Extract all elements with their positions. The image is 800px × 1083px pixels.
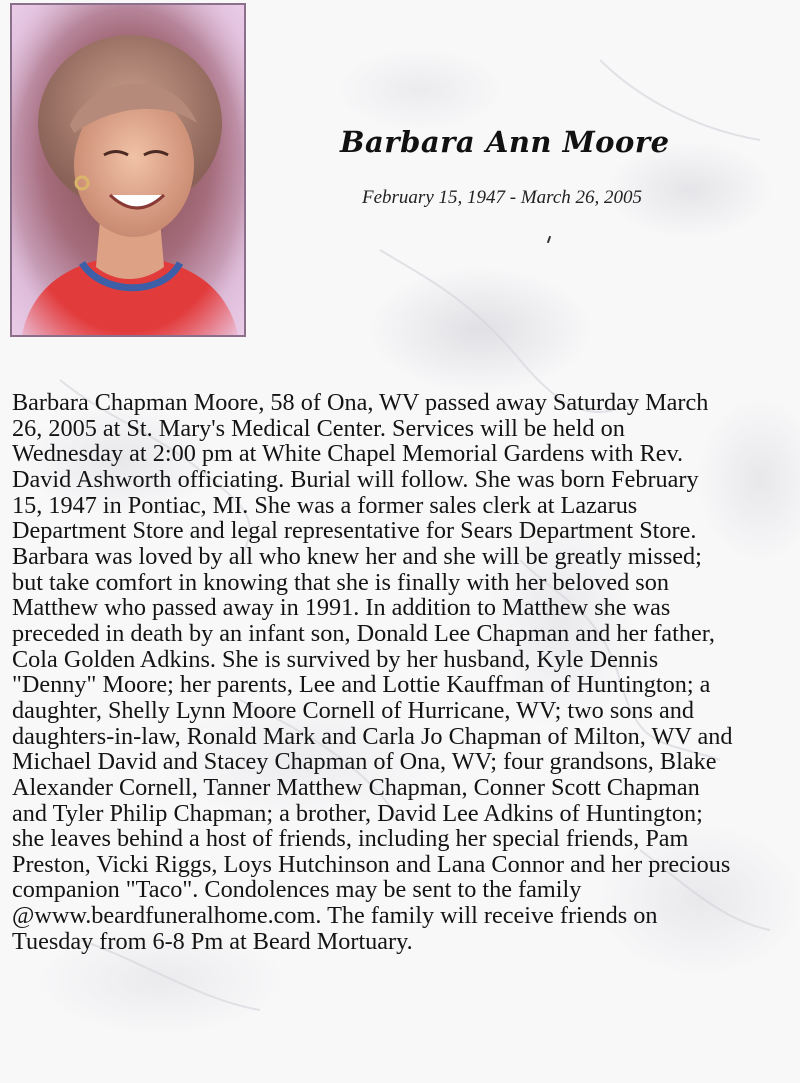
portrait-image [12, 5, 244, 335]
obituary-line: daughters-in-law, Ronald Mark and Carla Jo Chapman of Milton, WV and [12, 722, 733, 750]
obituary-line: companion "Taco". Condolences may be sent to the family [12, 876, 582, 904]
obituary-line: Matthew who passed away in 1991. In addition to Matthew she was [12, 594, 671, 622]
life-dates: February 15, 1947 - March 26, 2005 [362, 187, 643, 208]
obituary-line: Wednesday at 2:00 pm at White Chapel Memorial Gardens with Rev. [12, 440, 684, 468]
obituary-line: Alexander Cornell, Tanner Matthew Chapman, Conner Scott Chapman [12, 773, 700, 801]
obituary-line: she leaves behind a host of friends, including her special friends, Pam [12, 825, 689, 853]
obituary-line: Barbara Chapman Moore, 58 of Ona, WV passed away Saturday March [12, 389, 709, 416]
obituary-line: Department Store and legal representative for Sears Department Store. [12, 517, 697, 545]
obituary-line: Tuesday from 6-8 Pm at Beard Mortuary. [12, 927, 413, 955]
obituary-line: Michael David and Stacey Chapman of Ona, WV; four grandsons, Blake [12, 748, 717, 776]
obituary-line: Preston, Vicki Riggs, Loys Hutchinson and Lana Connor and her precious [12, 850, 731, 878]
obituary-line: but take comfort in knowing that she is finally with her beloved son [12, 568, 669, 596]
obituary-line: Cola Golden Adkins. She is survived by her husband, Kyle Dennis [12, 645, 659, 673]
obituary-line: 15, 1947 in Pontiac, MI. She was a former sales clerk at Lazarus [12, 491, 638, 519]
obituary-line: and Tyler Philip Chapman; a brother, David Lee Adkins of Huntington; [12, 799, 703, 827]
obituary-text [12, 390, 798, 954]
obituary-line: preceded in death by an infant son, Donald Lee Chapman and her father, [12, 619, 715, 647]
obituary-line: David Ashworth officiating. Burial will follow. She was born February [12, 465, 699, 493]
obituary-line: @www.beardfuneralhome.com. The family will receive friends on [12, 902, 658, 930]
obituary-line: 26, 2005 at St. Mary's Medical Center. Services will be held on [12, 414, 625, 442]
deceased-name: Barbara Ann Moore [340, 125, 670, 159]
obituary-line: daughter, Shelly Lynn Moore Cornell of Hurricane, WV; two sons and [12, 696, 695, 724]
obituary-line: "Denny" Moore; her parents, Lee and Lottie Kauffman of Huntington; a [12, 671, 711, 699]
obituary-line: Barbara was loved by all who knew her and she will be greatly missed; [12, 542, 702, 570]
portrait-photo [10, 3, 246, 337]
